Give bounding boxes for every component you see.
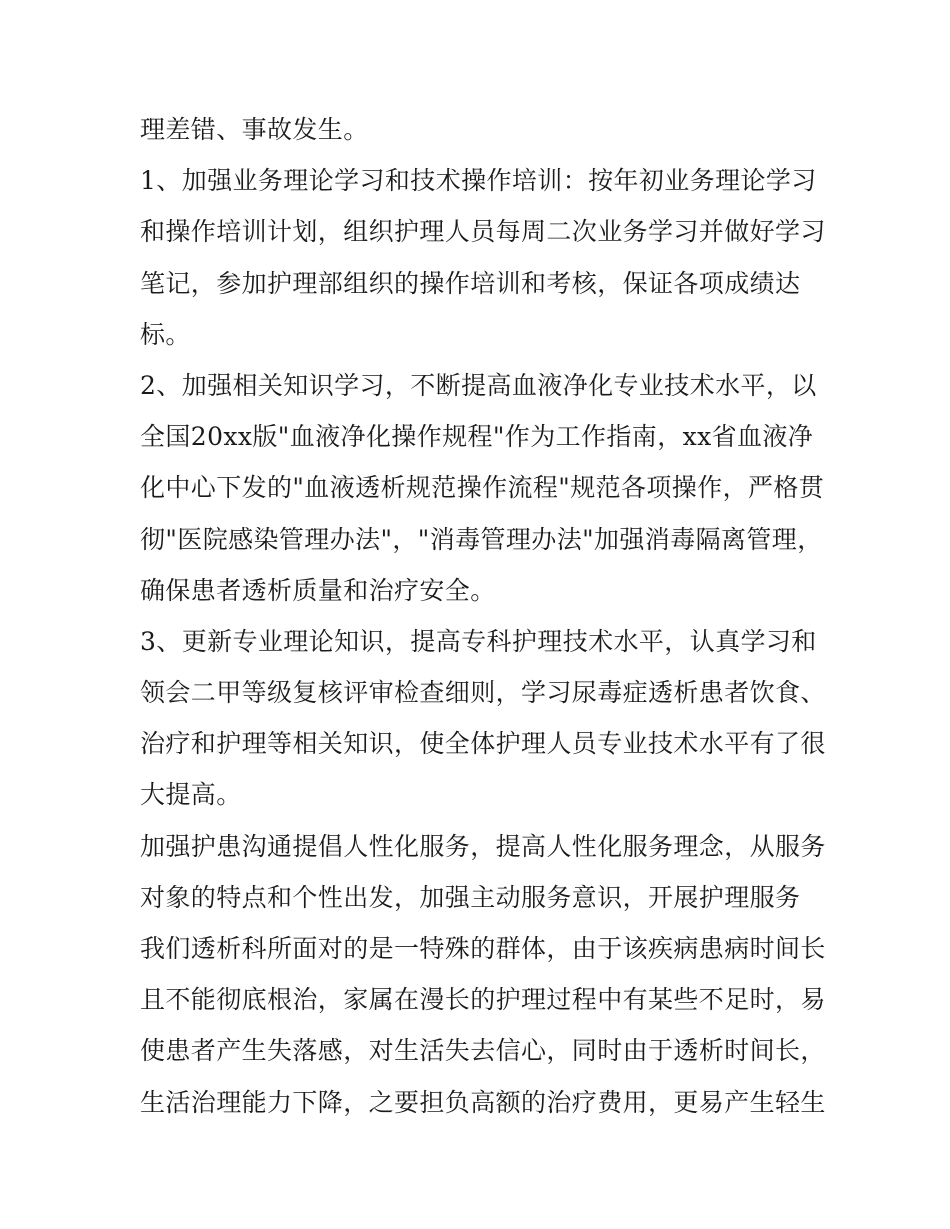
text-line: 领会二甲等级复核评审检查细则，学习尿毒症透析患者饮食、 — [140, 678, 826, 708]
text-line: 我们透析科所面对的是一特殊的群体，由于该疾病患病时间长 — [140, 934, 826, 963]
text-line: 1、加强业务理论学习和技术操作培训：按年初业务理论学习 — [140, 166, 817, 196]
text-line: 且不能彻底根治，家属在漫长的护理过程中有某些不足时，易 — [140, 985, 826, 1015]
text-line: 对象的特点和个性出发，加强主动服务意识，开展护理服务 — [140, 882, 801, 912]
text-line: 大提高。 — [140, 780, 242, 810]
text-line: 治疗和护理等相关知识，使全体护理人员专业技术水平有了很 — [140, 729, 826, 759]
text-line: 确保患者透析质量和治疗安全。 — [140, 575, 496, 605]
text-line: 生活治理能力下降，之要担负高额的治疗费用，更易产生轻生 — [140, 1087, 826, 1117]
text-line: 化中心下发的"血液透析规范操作流程"规范各项操作，严格贯 — [140, 473, 825, 503]
text-line: 加强护患沟通提倡人性化服务，提高人性化服务理念，从服务 — [140, 831, 826, 861]
text-line: 理差错、事故发生。 — [140, 115, 369, 144]
text-line: 全国20xx版"血液净化操作规程"作为工作指南，xx省血液净 — [140, 422, 814, 452]
text-line: 2、加强相关知识学习，不断提高血液净化专业技术水平，以 — [140, 370, 817, 400]
text-line: 标。 — [140, 319, 191, 349]
text-line: 3、更新专业理论知识，提高专科护理技术水平，认真学习和 — [140, 626, 817, 656]
text-line: 彻"医院感染管理办法"，"消毒管理办法"加强消毒隔离管理， — [140, 524, 823, 554]
text-line: 和操作培训计划，组织护理人员每周二次业务学习并做好学习 — [140, 217, 826, 247]
text-line: 使患者产生失落感，对生活失去信心，同时由于透析时间长， — [140, 1036, 826, 1066]
document-body — [140, 104, 826, 1128]
text-line: 笔记，参加护理部组织的操作培训和考核，保证各项成绩达 — [140, 268, 801, 298]
